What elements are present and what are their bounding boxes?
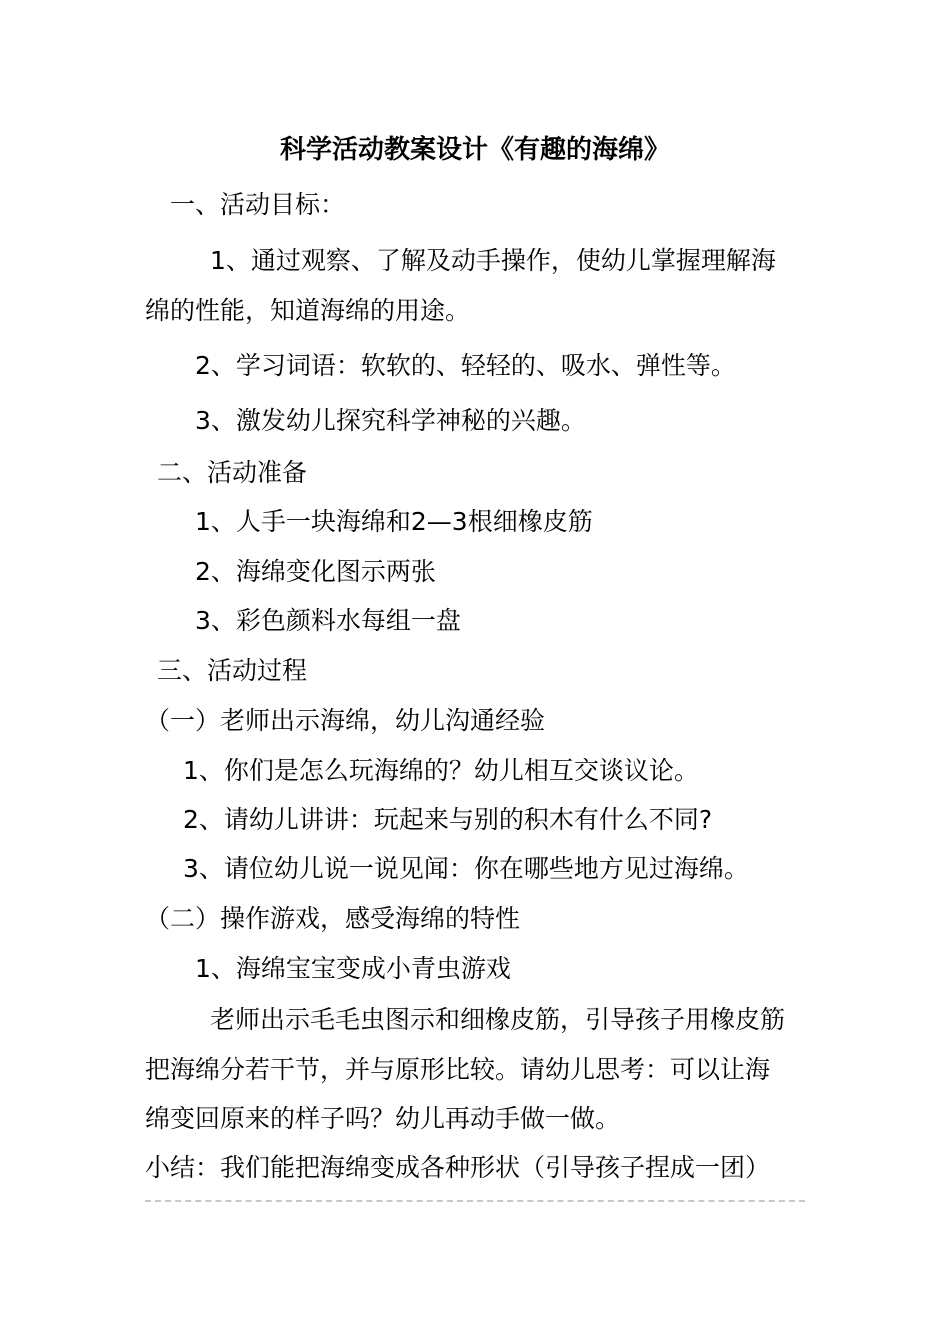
game-paragraph-line-2: 把海绵分若干节，并与原形比较。请幼儿思考：可以让海: [145, 1055, 771, 1084]
game-paragraph-line-3: 绵变回原来的样子吗？幼儿再动手做一做。: [145, 1104, 621, 1133]
goal-item-1-continued: 绵的性能，知道海绵的用途。: [145, 296, 471, 325]
section-heading-preparation: 二、活动准备: [157, 458, 308, 487]
preparation-item-2: 2、海绵变化图示两张: [195, 557, 436, 586]
goal-item-2: 2、学习词语：软软的、轻轻的、吸水、弹性等。: [195, 351, 736, 380]
process-item-3: 3、请位幼儿说一说见闻：你在哪些地方见过海绵。: [183, 854, 749, 883]
goal-item-3: 3、激发幼儿探究科学神秘的兴趣。: [195, 406, 586, 435]
document-title: 科学活动教案设计《有趣的海绵》: [279, 135, 670, 165]
preparation-item-3: 3、彩色颜料水每组一盘: [195, 606, 461, 635]
section-heading-process: 三、活动过程: [157, 656, 308, 685]
process-item-2: 2、请幼儿讲讲：玩起来与别的积木有什么不同?: [183, 805, 713, 834]
process-subheading-2: （二）操作游戏，感受海绵的特性: [145, 904, 521, 933]
preparation-item-1: 1、人手一块海绵和2—3根细橡皮筋: [195, 507, 593, 536]
section-heading-goals: 一、活动目标：: [170, 190, 346, 219]
game-item-1: 1、海绵宝宝变成小青虫游戏: [195, 954, 511, 983]
process-item-1: 1、你们是怎么玩海绵的？幼儿相互交谈议论。: [183, 756, 699, 785]
process-subheading-1: （一）老师出示海绵，幼儿沟通经验: [145, 706, 546, 735]
page-divider: [145, 1200, 805, 1202]
game-paragraph-line-1: 老师出示毛毛虫图示和细橡皮筋，引导孩子用橡皮筋: [210, 1005, 786, 1034]
summary-line: 小结：我们能把海绵变成各种形状（引导孩子捏成一团）: [145, 1153, 771, 1182]
goal-item-1: 1、通过观察、了解及动手操作，使幼儿掌握理解海: [210, 246, 776, 275]
